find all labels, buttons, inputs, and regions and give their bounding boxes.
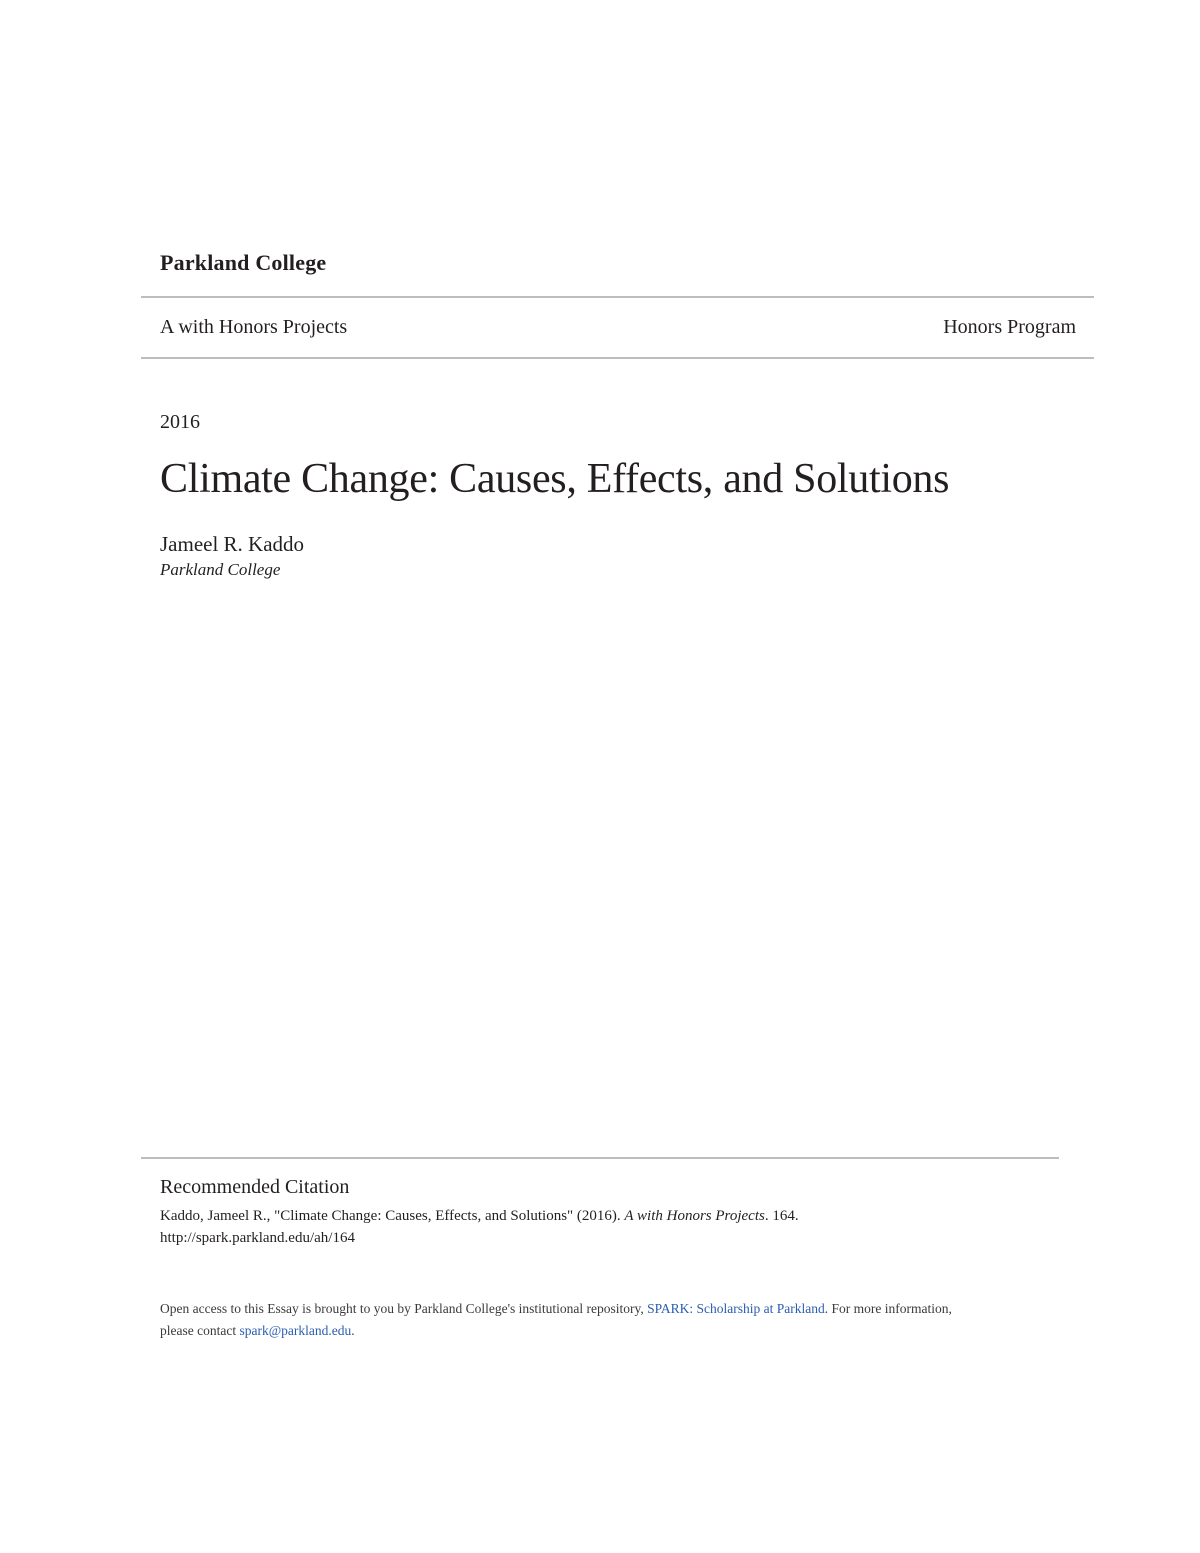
contact-suffix: . bbox=[351, 1323, 355, 1338]
citation-suffix: . 164. bbox=[764, 1208, 799, 1224]
open-access-notice-line2 bbox=[160, 1323, 355, 1339]
contact-email-link[interactable]: spark@parkland.edu bbox=[239, 1323, 352, 1338]
citation-text bbox=[160, 1208, 799, 1225]
citation-url-link[interactable]: http://spark.parkland.edu/ah/164 bbox=[160, 1230, 355, 1246]
series-link[interactable]: A with Honors Projects bbox=[160, 316, 348, 338]
publication-year: 2016 bbox=[160, 411, 200, 433]
repository-link[interactable]: SPARK: Scholarship at Parkland bbox=[647, 1301, 825, 1316]
citation-series: A with Honors Projects bbox=[624, 1208, 765, 1224]
contact-prefix: please contact bbox=[160, 1323, 240, 1338]
citation-heading: Recommended Citation bbox=[160, 1176, 350, 1198]
open-access-notice-line1 bbox=[160, 1301, 952, 1317]
document-title: Climate Change: Causes, Effects, and Solutions bbox=[160, 456, 950, 502]
citation-prefix: Kaddo, Jameel R., "Climate Change: Causes, Effects, and Solutions" (2016). bbox=[160, 1208, 625, 1224]
author-affiliation: Parkland College bbox=[160, 560, 281, 579]
program-link[interactable]: Honors Program bbox=[943, 316, 1076, 338]
institution-name: Parkland College bbox=[160, 250, 327, 275]
open-access-suffix: . For more information, bbox=[824, 1301, 952, 1316]
author-name: Jameel R. Kaddo bbox=[160, 532, 305, 556]
header-bottom-divider bbox=[141, 357, 1094, 359]
header-top-divider bbox=[141, 296, 1094, 298]
citation-divider bbox=[141, 1157, 1059, 1159]
open-access-prefix: Open access to this Essay is brought to you by Parkland College's institutional repository, bbox=[160, 1301, 648, 1316]
